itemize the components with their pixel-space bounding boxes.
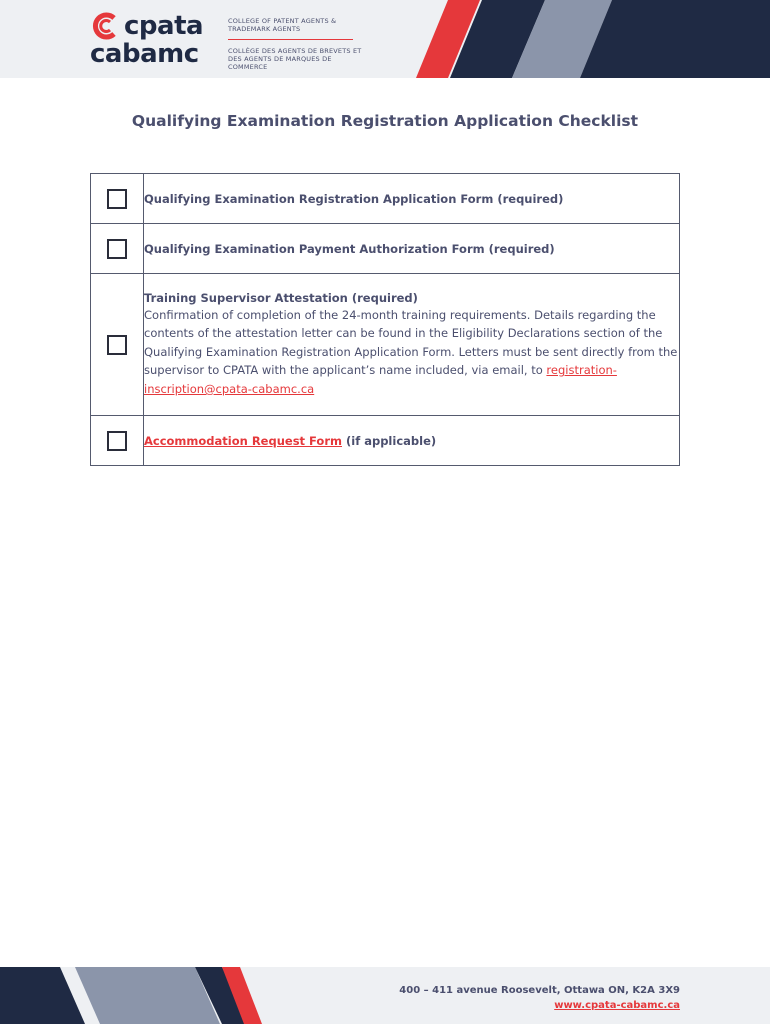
footer-address-block [399, 983, 680, 1013]
cpata-logo-mark-icon [90, 10, 122, 42]
footer-stripe-navy-1 [0, 967, 85, 1024]
accommodation-request-form-link[interactable]: Accommodation Request Form [144, 433, 342, 448]
logo-text-cpata: cpata [124, 11, 204, 41]
item-suffix-if-applicable: (if applicable) [342, 433, 437, 448]
logo-text-cabamc: cabamc [90, 39, 199, 69]
item-title-registration-form: Qualifying Examination Registration Application Form (required) [144, 191, 564, 206]
footer-address: 400 – 411 avenue Roosevelt, Ottawa ON, K2A 3X9 [399, 985, 680, 996]
header-stripe-navy-2 [580, 0, 770, 78]
college-name-french: COLLÈGE DES AGENTS DE BREVETS ET DES AGENTS DE MARQUES DE COMMERCE [228, 47, 362, 71]
checklist-row [91, 416, 680, 466]
item-description-supervisor-attestation [144, 306, 679, 399]
item-title-payment-form: Qualifying Examination Payment Authorization Form (required) [144, 241, 555, 256]
footer-website-link[interactable]: www.cpata-cabamc.ca [554, 1000, 680, 1011]
checkbox-accommodation-request[interactable] [107, 431, 127, 451]
checkbox-registration-form[interactable] [107, 189, 127, 209]
cpata-logo [90, 8, 220, 68]
checklist-row [91, 224, 680, 274]
college-name-english: COLLEGE OF PATENT AGENTS & TRADEMARK AGENTS [228, 17, 337, 33]
checklist-row [91, 174, 680, 224]
checklist-row [91, 274, 680, 416]
checkbox-payment-form[interactable] [107, 239, 127, 259]
registration-email-link[interactable]: registration-inscription@cpata-cabamc.ca [144, 363, 617, 396]
checklist-table [90, 173, 680, 466]
checkbox-supervisor-attestation[interactable] [107, 335, 127, 355]
attestation-description-text: Confirmation of completion of the 24-month training requirements. Details regarding the contents of the attestation letter can be found in the Eligibility Declarations section of the Qualifying Examination Registration Application Form. Letters must be sent directly from the supervisor to CPATA with the applicant’s name included, via email, to [144, 307, 678, 378]
college-divider [228, 39, 353, 40]
page-title: Qualifying Examination Registration Application Checklist [131, 112, 639, 130]
item-title-supervisor-attestation: Training Supervisor Attestation (required) [144, 290, 418, 305]
footer-stripe-gray [75, 967, 220, 1024]
page-header [0, 0, 770, 78]
